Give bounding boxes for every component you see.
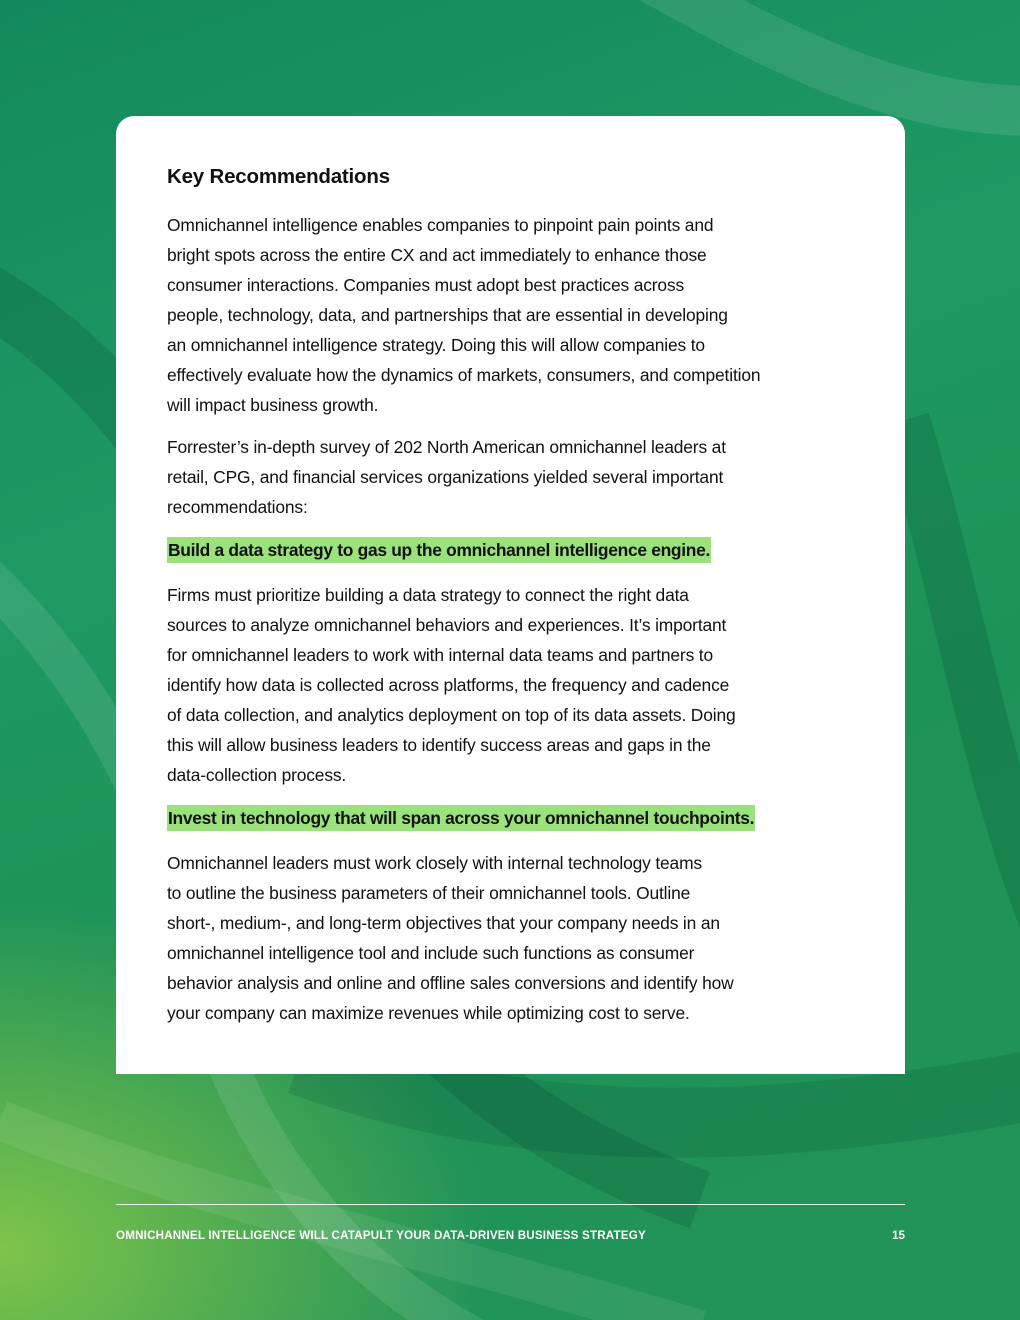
paragraph-line: an omnichannel intelligence strategy. Doing this will allow companies to [167, 335, 705, 355]
article-content [167, 164, 867, 1040]
paragraph-line: your company can maximize revenues while optimizing cost to serve. [167, 1003, 690, 1023]
recommendation-body-2 [167, 848, 867, 1028]
footer-divider [116, 1204, 905, 1205]
paragraph-line: identify how data is collected across platforms, the frequency and cadence [167, 675, 730, 695]
paragraph-line: Omnichannel intelligence enables companies to pinpoint pain points and [167, 215, 714, 235]
paragraph-line: consumer interactions. Companies must adopt best practices across [167, 275, 685, 295]
paragraph-line: Firms must prioritize building a data strategy to connect the right data [167, 585, 689, 605]
footer-document-title: OMNICHANNEL INTELLIGENCE WILL CATAPULT YOUR DATA-DRIVEN BUSINESS STRATEGY [116, 1229, 646, 1242]
paragraph-line: Omnichannel leaders must work closely with internal technology teams [167, 853, 702, 873]
paragraph-line: people, technology, data, and partnerships that are essential in developing [167, 305, 728, 325]
content-card [116, 116, 905, 1074]
page-number: 15 [892, 1229, 905, 1242]
paragraph-line: effectively evaluate how the dynamics of markets, consumers, and competition [167, 365, 761, 385]
paragraph-line: will impact business growth. [167, 395, 379, 415]
paragraph-line: to outline the business parameters of their omnichannel tools. Outline [167, 883, 691, 903]
recommendation-title-1: Build a data strategy to gas up the omnichannel intelligence engine. [167, 537, 711, 563]
paragraph-line: behavior analysis and online and offline sales conversions and identify how [167, 973, 734, 993]
recommendations-section [167, 534, 867, 1028]
paragraph-line: for omnichannel leaders to work with internal data teams and partners to [167, 645, 713, 665]
recommendation-title-2: Invest in technology that will span across your omnichannel touchpoints. [167, 805, 755, 831]
paragraph-line: of data collection, and analytics deployment on top of its data assets. Doing [167, 705, 736, 725]
recommendation-body-1 [167, 580, 867, 790]
paragraph-line: sources to analyze omnichannel behaviors and experiences. It’s important [167, 615, 727, 635]
paragraph-line: this will allow business leaders to identify success areas and gaps in the [167, 735, 711, 755]
paragraph-line: bright spots across the entire CX and act immediately to enhance those [167, 245, 707, 265]
paragraph-line: recommendations: [167, 497, 308, 517]
paragraph-line: retail, CPG, and financial services organizations yielded several important [167, 467, 724, 487]
intro-section [167, 210, 867, 522]
intro-paragraph-1 [167, 210, 867, 420]
paragraph-line: Forrester’s in-depth survey of 202 North American omnichannel leaders at [167, 437, 726, 457]
paragraph-line: omnichannel intelligence tool and include such functions as consumer [167, 943, 695, 963]
paragraph-line: short-, medium-, and long-term objectives that your company needs in an [167, 913, 720, 933]
paragraph-line: data-collection process. [167, 765, 347, 785]
intro-paragraph-2 [167, 432, 867, 522]
page-heading: Key Recommendations [167, 165, 390, 188]
